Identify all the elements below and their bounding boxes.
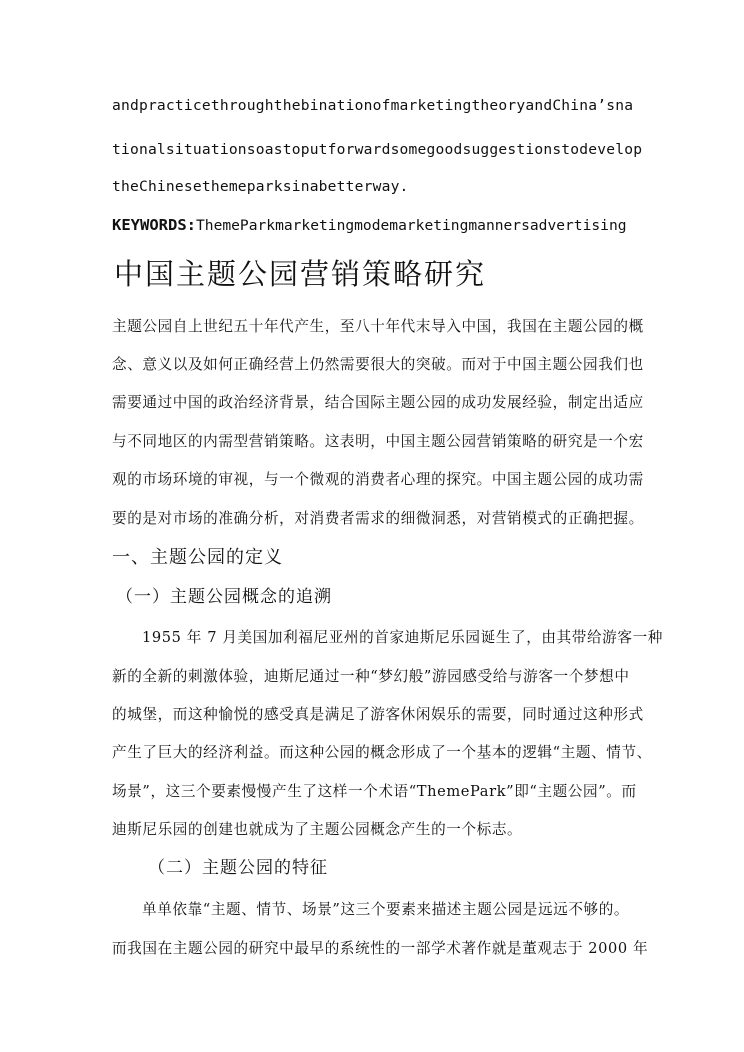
subsection-heading: （二）主题公园的特征	[148, 858, 328, 878]
paragraph-line: 场景”，这三个要素慢慢产生了这样一个术语“ThemePark”即“主题公园”。而	[112, 783, 637, 800]
paragraph-line: 观的市场环境的审视，与一个微观的消费者心理的探究。中国主题公园的成功需	[112, 471, 644, 488]
paragraph-line: 主题公园自上世纪五十年代产生，至八十年代末导入中国，我国在主题公园的概	[112, 318, 644, 335]
paragraph-line: 而我国在主题公园的研究中最早的系统性的一部学术著作就是董观志于 2000 年	[112, 940, 649, 957]
paragraph-line: 单单依靠“主题、情节、场景”这三个要素来描述主题公园是远远不够的。	[142, 901, 630, 918]
abstract-line: tionalsituationsoastoputforwardsomegoodsuggestionstodevelop	[112, 141, 643, 158]
page-title: 中国主题公园营销策略研究	[114, 257, 487, 291]
paragraph-line: 需要通过中国的政治经济背景，结合国际主题公园的成功发展经验，制定出适应	[112, 394, 644, 411]
abstract-line: andpracticethroughthebinationofmarketingtheoryandChina’sna	[112, 97, 634, 114]
paragraph-line: 要的是对市场的准确分析，对消费者需求的细微洞悉，对营销模式的正确把握。	[112, 510, 644, 527]
paragraph-line: 1955 年 7 月美国加利福尼亚州的首家迪斯尼乐园诞生了，由其带给游客一种	[142, 629, 663, 646]
paragraph-line: 产生了巨大的经济利益。而这种公园的概念形成了一个基本的逻辑“主题、情节、	[112, 744, 652, 761]
paragraph-line: 新的全新的刺激体验，迪斯尼通过一种“梦幻般”游园感受给与游客一个梦想中	[112, 668, 630, 685]
keywords-text: ThemeParkmarketingmodemarketingmannersadvertising	[196, 217, 627, 234]
keywords-label: KEYWORDS:	[112, 216, 196, 234]
paragraph-line: 迪斯尼乐园的创建也就成为了主题公园概念产生的一个标志。	[112, 821, 523, 838]
section-heading: 一、主题公园的定义	[112, 547, 283, 568]
paragraph-line: 念、意义以及如何正确经营上仍然需要很大的突破。而对于中国主题公园我们也	[112, 356, 644, 373]
subsection-heading: （一）主题公园概念的追溯	[116, 587, 332, 607]
keywords-line	[112, 216, 627, 234]
abstract-line: theChinesethemeparksinabetterway.	[112, 178, 409, 195]
paragraph-line: 与不同地区的内需型营销策略。这表明，中国主题公园营销策略的研究是一个宏	[112, 433, 644, 450]
paragraph-line: 的城堡，而这种愉悦的感受真是满足了游客休闲娱乐的需要，同时通过这种形式	[112, 706, 644, 723]
